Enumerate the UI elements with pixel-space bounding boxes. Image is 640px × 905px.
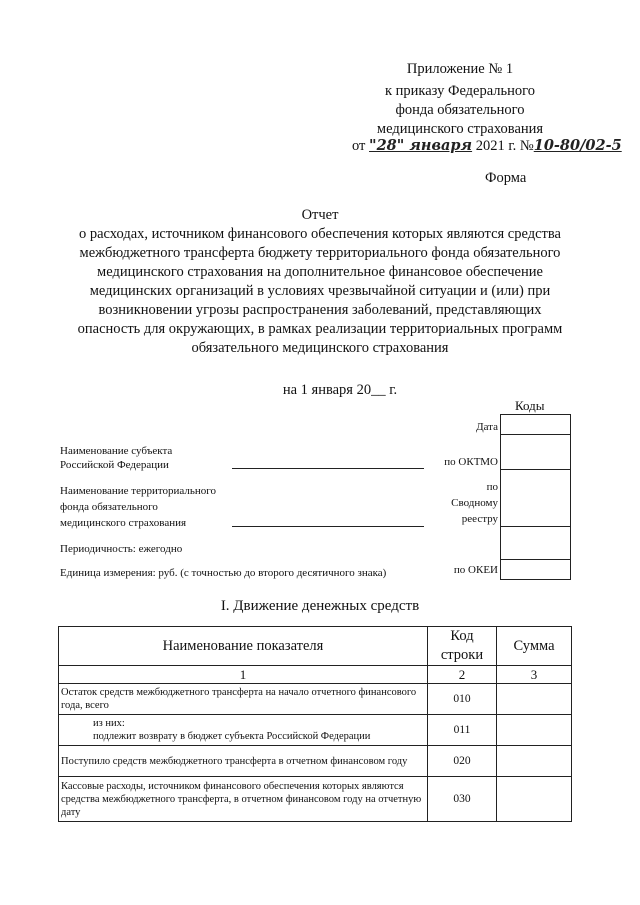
row-name-line-2: подлежит возврату в бюджет субъекта Российской Федерации [93, 731, 371, 742]
periodicity-code-cell[interactable] [501, 527, 571, 560]
oktmo-code-cell[interactable] [501, 435, 571, 470]
column-number-row [59, 666, 572, 684]
table-row [59, 684, 572, 715]
report-subtitle-6: опасность для окружающих, в рамках реализации территориальных программ [77, 321, 563, 337]
date-label: Дата [476, 421, 498, 433]
subject-label-2: Российской Федерации [60, 459, 169, 471]
fund-label-3: медицинского страхования [60, 517, 187, 529]
table-header-row [59, 627, 572, 666]
registry-label-1: по [486, 481, 498, 493]
header-code-1: Код [450, 628, 474, 644]
row-code: 030 [428, 777, 497, 822]
row-name-line-1: из них: [93, 718, 125, 729]
row-name: Кассовые расходы, источником финансового обеспечения которых являются средства межбюджетного трансферта, в отчетном финансовом году на отчетную дату [59, 777, 428, 822]
fund-label-2: фонда обязательного [60, 501, 158, 513]
row-sum-cell[interactable] [497, 777, 572, 822]
handwritten-date: "28" января [369, 137, 473, 154]
header-code [428, 627, 497, 666]
row-code: 010 [428, 684, 497, 715]
periodicity-label: Периодичность: ежегодно [60, 543, 183, 555]
table-row [59, 777, 572, 822]
codes-label: Коды [515, 398, 545, 413]
subject-label-1: Наименование субъекта [60, 445, 173, 457]
col-number-3: 3 [497, 666, 572, 684]
row-name: Остаток средств межбюджетного трансферта на начало отчетного финансового года, всего [59, 684, 428, 715]
report-subtitle-4: медицинских организаций в условиях чрезвычайной ситуации и (или) при [89, 283, 551, 299]
registry-label-2: Сводному [451, 497, 498, 509]
header-name: Наименование показателя [59, 627, 428, 666]
section-title: I. Движение денежных средств [220, 598, 420, 614]
fund-input-line[interactable] [232, 526, 424, 527]
table-row [59, 746, 572, 777]
row-name [59, 715, 428, 746]
row-sum-cell[interactable] [497, 684, 572, 715]
header-code-2: строки [440, 647, 484, 663]
report-date: на 1 января 20__ г. [282, 382, 398, 398]
date-code-cell[interactable] [501, 415, 571, 435]
handwritten-number: 10-80/02-5 [533, 137, 622, 154]
form-label: Форма [485, 170, 527, 186]
header-sum: Сумма [497, 627, 572, 666]
year-text: 2021 г. № [475, 138, 534, 154]
row-code: 011 [428, 715, 497, 746]
report-title: Отчет [301, 207, 339, 223]
row-sum-cell[interactable] [497, 746, 572, 777]
order-line-2: фонда обязательного [395, 102, 525, 118]
order-line-1: к приказу Федерального [384, 83, 536, 99]
fund-label-1: Наименование территориального [60, 485, 217, 497]
col-number-1: 1 [59, 666, 428, 684]
cash-flow-table [58, 626, 572, 822]
report-subtitle-3: медицинского страхования на дополнительное финансовое обеспечение [97, 264, 543, 280]
unit-label: Единица измерения: руб. (с точностью до второго десятичного знака) [60, 567, 387, 579]
row-sum-cell[interactable] [497, 715, 572, 746]
report-subtitle-5: возникновении угрозы распространения заболеваний, представляющих [98, 302, 542, 318]
okei-code-cell[interactable] [501, 560, 571, 580]
codes-table [500, 414, 571, 580]
row-name: Поступило средств межбюджетного трансферта в отчетном финансовом году [59, 746, 428, 777]
date-prefix: от [352, 138, 366, 154]
registry-code-cell[interactable] [501, 470, 571, 527]
row-code: 020 [428, 746, 497, 777]
order-line-3: медицинского страхования [376, 121, 544, 137]
report-subtitle-2: межбюджетного трансферта бюджету территориального фонда обязательного [79, 245, 561, 261]
registry-label-3: реестру [461, 513, 498, 525]
oktmo-label: по ОКТМО [444, 456, 498, 468]
order-date-line [352, 137, 622, 155]
col-number-2: 2 [428, 666, 497, 684]
appendix-title: Приложение № 1 [406, 61, 514, 77]
report-subtitle-7: обязательного медицинского страхования [191, 340, 449, 356]
okei-label: по ОКЕИ [453, 564, 498, 576]
table-row [59, 715, 572, 746]
subject-input-line[interactable] [232, 468, 424, 469]
report-subtitle-1: о расходах, источником финансового обеспечения которых являются средства [79, 226, 561, 242]
